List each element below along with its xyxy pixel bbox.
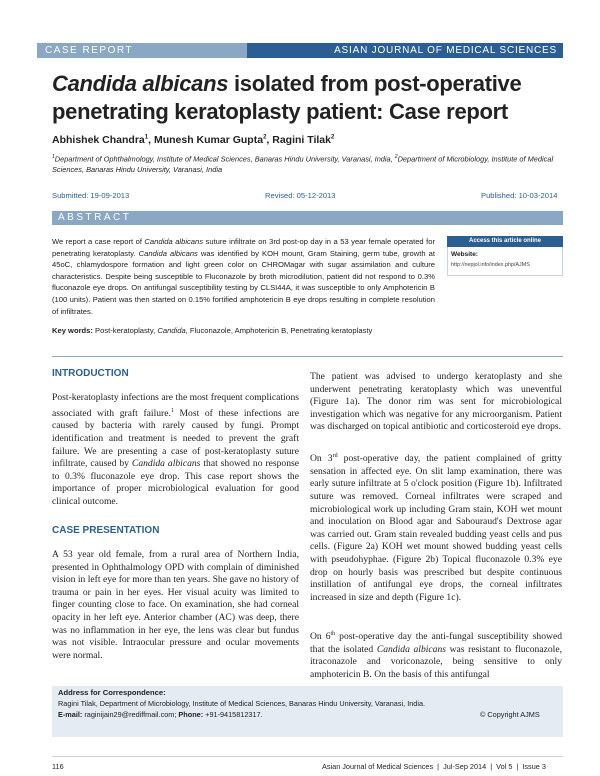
affil-sup-2: 2 [394,154,398,160]
abstract-p1: We report a case report of [52,237,145,246]
intro-paragraph [52,392,299,509]
author-2-sup: 2 [263,134,267,141]
keywords-i1: Candida [157,326,186,335]
keywords [52,325,435,337]
abstract-i2: Candida albicans [138,248,198,258]
right-p2b: post-operative day, the patient complained of gritty sensation in affected eye. On slit lamp examination, there was early suture infiltrate at 5 o'clock position (Figure 1b). Infiltrated suture was removed. Corneal infiltrates were scraped and microbiological work up including Gram stain, KOH wet mount and inoculation on Blood agar and Sabouraud's Dextrose agar was carried out. Gram stain revealed budding yeast cells and pus cells. (Figure 2a) KOH wet mount showed budding yeast cells with pseudohyphae. (Figure 2b) Topical fluconazole 0.3% eye drop on hourly basis was prescribed but despite continuous instillation of antifungal eye drops, the corneal infiltrates increased in size and depth (Figure 1c). [310,453,563,603]
intro-i1: Candida albicans [131,458,201,470]
affiliation [52,152,557,175]
right-paragraph-2 [310,450,562,604]
divider [52,356,563,357]
right-p3-sup: th [330,631,336,637]
correspondence-contact [58,710,263,719]
correspondence-address: Ragini Tilak, Department of Microbiology, Institute of Medical Sciences, Banaras Hindu University, Varanasi, India. [58,699,426,708]
keywords-t1: Post-keratoplasty, [92,326,158,335]
abstract-text [52,236,435,317]
phone-label: Phone: [178,710,204,719]
phone-value: +91-9415812317. [203,710,263,719]
author-3-sup: 2 [331,134,335,141]
right-paragraph-1: The patient was advised to undergo keratoplasty and she underwent penetrating keratoplasty which was uneventful (Figure 1a). The donor rim was sent for microbiological investigation which was negative for any microorganism. Patient was discharged on topical antibiotic and corticosteroid eye drops. [310,371,562,433]
email-label: E-mail: [58,710,83,719]
title-italic: Candida albicans [52,71,229,96]
right-p3c: was resistant to fluconazole, itraconazole and voriconazole, being sensitive to only amphotericin B. On the basis of this antifungal [310,643,562,680]
email-value[interactable]: raginijain29@rediffmail.com; [82,710,179,719]
right-p3b: post-operative day the anti-fungal susceptibility showed that the isolated [310,631,563,655]
right-p2-sup: rd [332,453,338,459]
case-paragraph: A 53 year old female, from a rural area of Northern India, presented in Ophthalmology OPD with complain of diminished vision in left eye for more than ten years. She gave no history of trauma or pain in her eyes. Her visual acuity was limited to finger counting close to face. On examination, she had corneal opacity in her left eye. Anterior chamber (AC) was deep, there was no inflammation in her eye, the lens was clear but fundus was not visible. Intraocular pressure and ocular movements were normal. [52,549,299,661]
website-link[interactable]: http://nepjol.info/index.php/AJMS [451,262,530,268]
access-heading: Access this article online [447,236,563,247]
footer-divider [52,756,563,757]
intro-p3: that showed no response to 0.3% fluconazole eye drop. This case report shows the importance of proper microbiological evaluation for good clinical outcome. [52,458,299,507]
right-p3i: Candida albicans [376,643,446,655]
affil-text-2: Department of Microbiology, Institute of Medical Sciences, Banaras Hindu University, Varanasi, India [52,154,554,175]
right-p3a: On 6 [310,631,331,643]
keywords-label: Key words: [52,326,93,335]
abstract-p2: suture infiltrate on 3rd post-op day in a 53 year female operated for penetrating keratoplasty. [52,237,435,258]
author-sep: , [148,134,154,146]
author-list [52,134,334,146]
right-paragraph-3 [310,628,562,682]
keywords-t2: , Fluconazole, Amphotericin B, Penetrating keratoplasty [185,326,373,335]
abstract-p3: was identified by KOH mount, Gram Staining, germ tube, growth at 45oC, chlamydospore formation and light green color on CHROMagar with sugar assimilation and culture characteristics. Despite being susceptible to Fluconazole by broth microdilution, patient did not respond to 0.3% fluconazole eye drops. On antifungal susceptibility testing by CLSI44A, it was susceptible to only Amphotericin B (100 units). Patient was then started on 0.15% fortified amphotericin B eye drops resulting in complete resolution of infiltrates. [52,248,435,316]
correspondence-heading: Address for Correspondence: [58,688,166,697]
author-3: Ragini Tilak [272,134,331,146]
footer-journal: Asian Journal of Medical Sciences | Jul-Sep 2014 | Vol 5 | Issue 3 [322,762,546,771]
abstract-i1: Candida albicans [144,237,204,246]
intro-heading: INTRODUCTION [52,368,129,379]
case-heading: CASE PRESENTATION [52,525,160,536]
author-2: Munesh Kumar Gupta [153,134,264,146]
affil-sup-1: 1 [52,154,55,160]
right-p2a: On 3 [310,453,333,465]
intro-p2: Most of these infections are caused by bacteria with rarely caused by fungi. Prompt identification and treatment is needed to prevent the graft failure. We are presenting a case of post-keratoplasty suture infiltrate, caused by [52,407,300,470]
article-title [52,70,562,126]
title-line1-rest: isolated from post-operative [228,71,522,96]
revised-date: Revised: 05-12-2013 [265,191,336,200]
author-1: Abhishek Chandra [52,134,145,146]
copyright-notice: © Copyright AJMS [480,710,540,719]
abstract-heading: ABSTRACT [52,211,563,225]
submitted-date: Submitted: 19-09-2013 [52,191,130,200]
section-label: CASE REPORT [37,43,247,58]
page-number: 116 [52,762,64,771]
website-label: Website: [451,251,478,258]
intro-p1: Post-keratoplasty infections are the most frequent complications associated with graft failure. [52,392,299,419]
published-date: Published: 10-03-2014 [481,191,558,200]
author-sep: , [266,134,273,146]
affil-text-1: Department of Ophthalmology, Institute of Medical Sciences, Banaras Hindu University, Varanasi, India, [54,154,395,164]
intro-ref: 1 [170,407,174,414]
title-line2: penetrating keratoplasty patient: Case report [52,99,508,124]
journal-label: ASIAN JOURNAL OF MEDICAL SCIENCES [247,43,563,58]
author-1-sup: 1 [144,134,149,141]
